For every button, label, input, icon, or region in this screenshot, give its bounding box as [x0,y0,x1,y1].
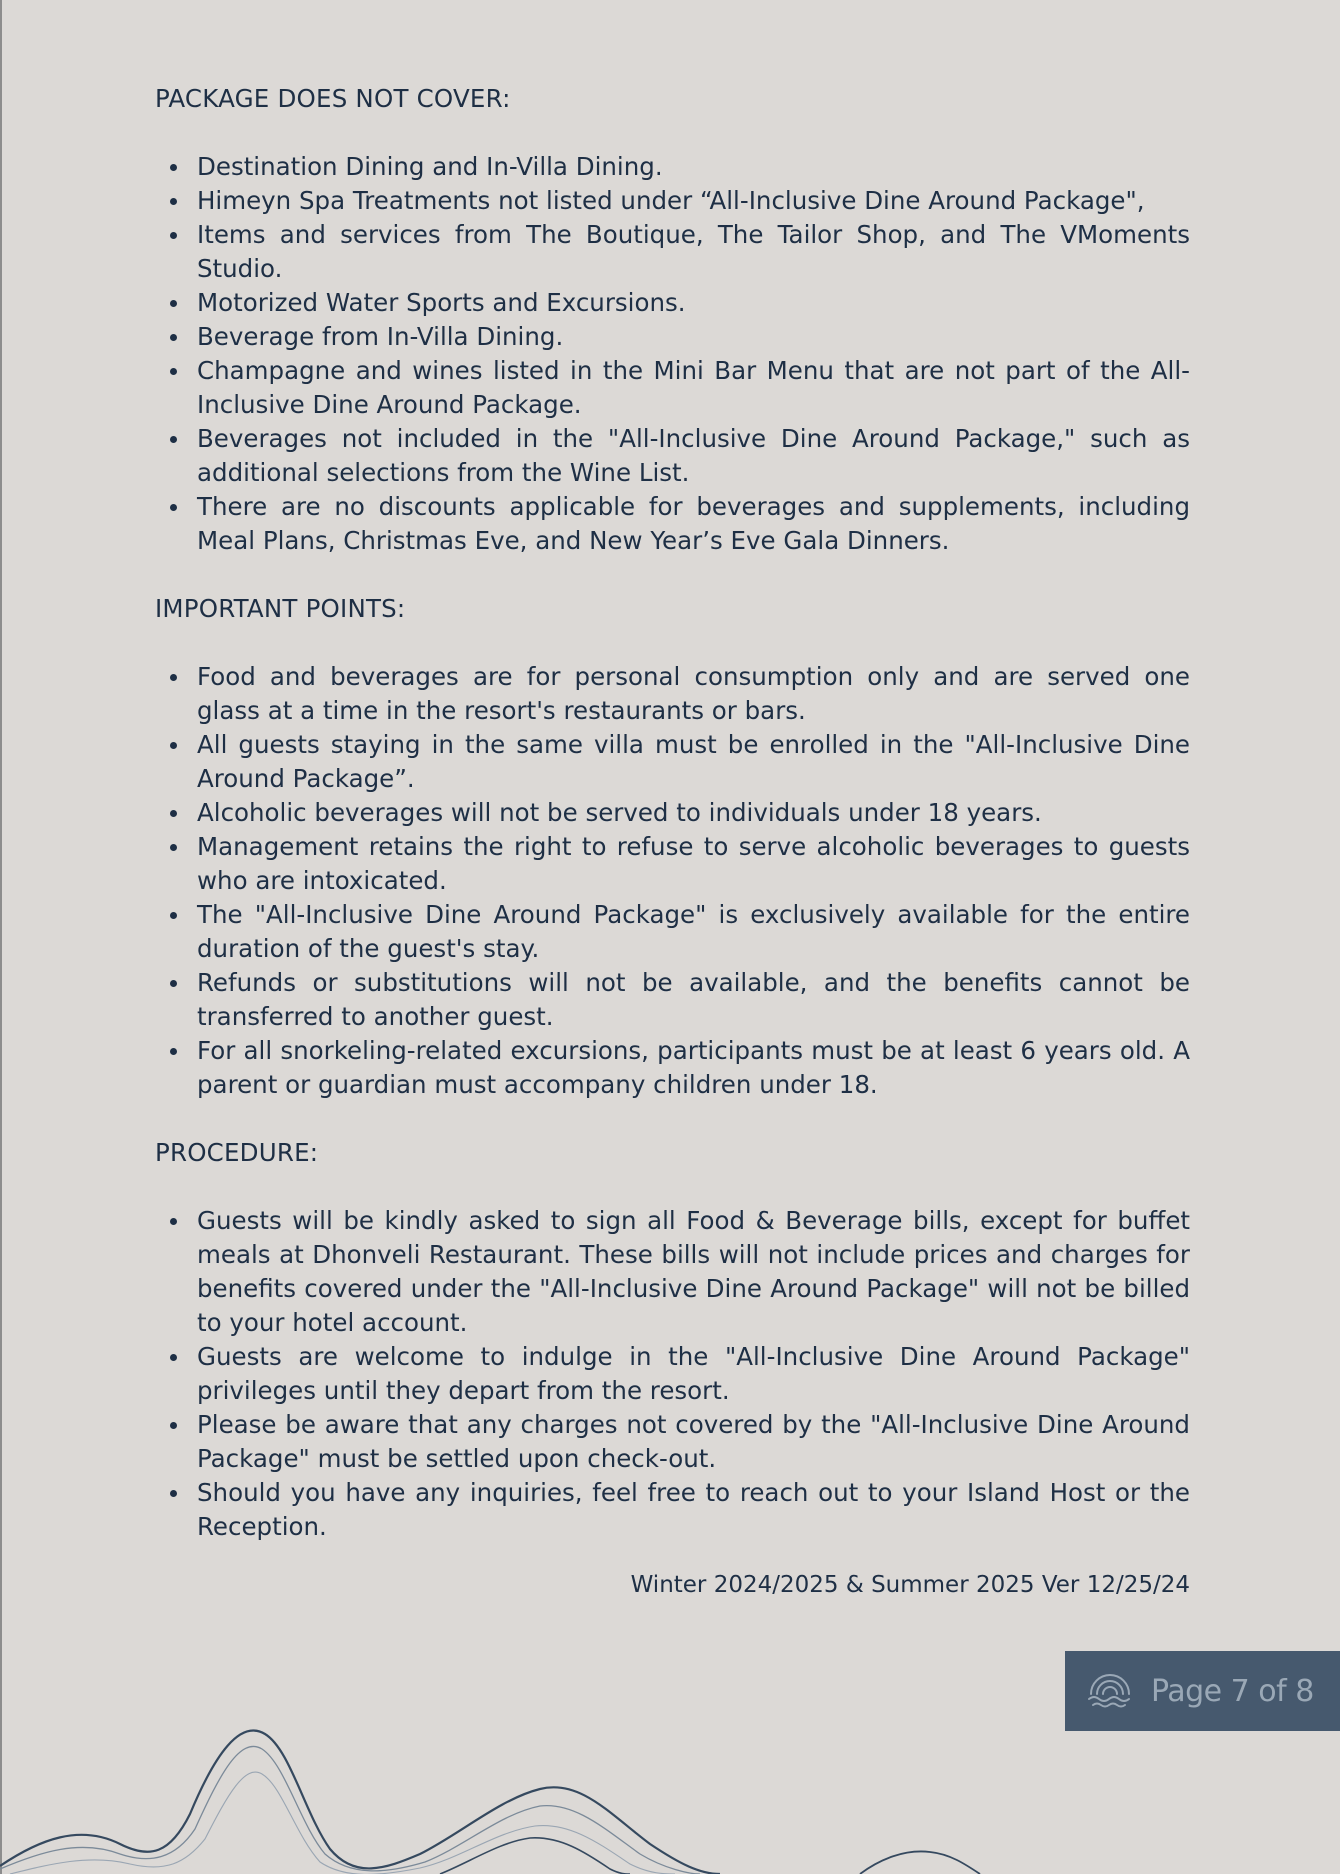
list-item: Alcoholic beverages will not be served to individuals under 18 years. [155,796,1190,830]
list-package-does-not-cover [155,150,1190,558]
heading-important-points: IMPORTANT POINTS: [155,594,406,623]
heading-procedure: PROCEDURE: [155,1138,319,1167]
decorative-waves [0,1714,1000,1874]
document-body [155,82,1190,1578]
list-item: Food and beverages are for personal consumption only and are served one glass at a time in the resort's restaurants or bars. [155,660,1190,728]
sun-wave-logo-icon [1085,1666,1135,1716]
list-item: For all snorkeling-related excursions, participants must be at least 6 years old. A parent or guardian must accompany children under 18. [155,1034,1190,1102]
list-item: Guests are welcome to indulge in the "All-Inclusive Dine Around Package" privileges until they depart from the resort. [155,1340,1190,1408]
version-note: Winter 2024/2025 & Summer 2025 Ver 12/25/24 [630,1572,1190,1598]
page-indicator [1065,1651,1340,1731]
list-item: All guests staying in the same villa must be enrolled in the "All-Inclusive Dine Around Package”. [155,728,1190,796]
list-procedure [155,1204,1190,1544]
list-item: Please be aware that any charges not covered by the "All-Inclusive Dine Around Package" must be settled upon check-out. [155,1408,1190,1476]
list-item: The "All-Inclusive Dine Around Package" is exclusively available for the entire duration of the guest's stay. [155,898,1190,966]
heading-package-does-not-cover: PACKAGE DOES NOT COVER: [155,84,511,113]
list-item: There are no discounts applicable for beverages and supplements, including Meal Plans, Christmas Eve, and New Year’s Eve Gala Dinners. [155,490,1190,558]
list-item: Guests will be kindly asked to sign all Food & Beverage bills, except for buffet meals at Dhonveli Restaurant. These bills will not include prices and charges for benefits covered under the "All-Inclusive Dine Around Package" will not be billed to your hotel account. [155,1204,1190,1340]
list-item: Refunds or substitutions will not be available, and the benefits cannot be transferred to another guest. [155,966,1190,1034]
list-item: Motorized Water Sports and Excursions. [155,286,1190,320]
list-item: Champagne and wines listed in the Mini Bar Menu that are not part of the All-Inclusive Dine Around Package. [155,354,1190,422]
list-item: Himeyn Spa Treatments not listed under “All-Inclusive Dine Around Package", [155,184,1190,218]
list-item: Items and services from The Boutique, The Tailor Shop, and The VMoments Studio. [155,218,1190,286]
list-item: Destination Dining and In-Villa Dining. [155,150,1190,184]
list-important-points [155,660,1190,1102]
list-item: Management retains the right to refuse to serve alcoholic beverages to guests who are intoxicated. [155,830,1190,898]
page-edge-line [0,0,2,1874]
page-number-label: Page 7 of 8 [1151,1673,1314,1709]
list-item: Should you have any inquiries, feel free to reach out to your Island Host or the Reception. [155,1476,1190,1544]
list-item: Beverages not included in the "All-Inclusive Dine Around Package," such as additional selections from the Wine List. [155,422,1190,490]
list-item: Beverage from In-Villa Dining. [155,320,1190,354]
